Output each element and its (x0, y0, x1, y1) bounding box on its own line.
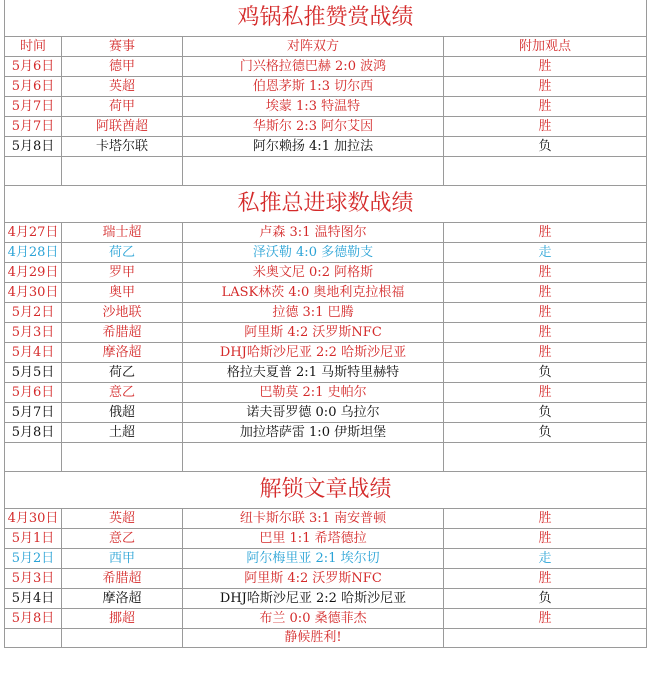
results-sheet (4, 0, 646, 674)
blank-row-0 (5, 157, 647, 186)
row-league: 意乙 (62, 529, 183, 549)
row-match: 阿尔赖扬 4:1 加拉法 (183, 137, 444, 157)
row-league: 土超 (62, 423, 183, 443)
row-result: 胜 (444, 283, 647, 303)
footer-blank-1 (5, 629, 62, 648)
row-date: 5月4日 (5, 343, 62, 363)
blank-cell (183, 157, 444, 186)
row-match: 拉德 3:1 巴腾 (183, 303, 444, 323)
row-result: 胜 (444, 303, 647, 323)
row-league: 希腊超 (62, 569, 183, 589)
table-row (5, 549, 647, 569)
table-row (5, 283, 647, 303)
row-league: 奥甲 (62, 283, 183, 303)
footer-text: 静候胜利! (183, 629, 444, 648)
row-match: 加拉塔萨雷 1:0 伊斯坦堡 (183, 423, 444, 443)
row-result: 胜 (444, 223, 647, 243)
row-result: 胜 (444, 117, 647, 137)
row-match: 泽沃勒 4:0 多德勒支 (183, 243, 444, 263)
row-result: 胜 (444, 97, 647, 117)
section-title: 解锁文章战绩 (5, 472, 647, 509)
blank-cell (183, 443, 444, 472)
row-league: 瑞士超 (62, 223, 183, 243)
blank-cell (62, 157, 183, 186)
row-date: 5月6日 (5, 383, 62, 403)
row-date: 5月6日 (5, 57, 62, 77)
row-league: 意乙 (62, 383, 183, 403)
table-row (5, 509, 647, 529)
row-date: 5月5日 (5, 363, 62, 383)
table-row (5, 97, 647, 117)
row-date: 5月2日 (5, 549, 62, 569)
row-match: LASK林茨 4:0 奥地利克拉根福 (183, 283, 444, 303)
row-league: 摩洛超 (62, 589, 183, 609)
row-league: 荷乙 (62, 363, 183, 383)
row-date: 4月30日 (5, 509, 62, 529)
table-row (5, 383, 647, 403)
row-date: 5月2日 (5, 303, 62, 323)
row-result: 胜 (444, 343, 647, 363)
row-league: 荷乙 (62, 243, 183, 263)
row-result: 负 (444, 423, 647, 443)
row-league: 德甲 (62, 57, 183, 77)
row-date: 5月8日 (5, 609, 62, 629)
row-league: 阿联酋超 (62, 117, 183, 137)
table-row (5, 243, 647, 263)
row-date: 5月8日 (5, 423, 62, 443)
row-date: 5月4日 (5, 589, 62, 609)
section-title: 鸡锅私推赞赏战绩 (5, 0, 647, 37)
row-league: 俄超 (62, 403, 183, 423)
table-row (5, 343, 647, 363)
footer-blank-3 (444, 629, 647, 648)
row-date: 5月3日 (5, 569, 62, 589)
table-row (5, 223, 647, 243)
row-date: 5月8日 (5, 137, 62, 157)
row-result: 胜 (444, 383, 647, 403)
footer-row (5, 629, 647, 648)
table-row (5, 57, 647, 77)
section-title: 私推总进球数战绩 (5, 186, 647, 223)
table-row (5, 569, 647, 589)
table-row (5, 363, 647, 383)
row-result: 负 (444, 403, 647, 423)
row-match: 门兴格拉德巴赫 2:0 波鸿 (183, 57, 444, 77)
row-match: 埃蒙 1:3 特温特 (183, 97, 444, 117)
row-match: 阿里斯 4:2 沃罗斯NFC (183, 323, 444, 343)
row-result: 胜 (444, 529, 647, 549)
row-league: 希腊超 (62, 323, 183, 343)
blank-cell (444, 443, 647, 472)
table-row (5, 423, 647, 443)
results-table (4, 0, 647, 648)
table-row (5, 303, 647, 323)
row-result: 胜 (444, 323, 647, 343)
header-row (5, 37, 647, 57)
row-date: 4月29日 (5, 263, 62, 283)
row-match: 米奥文尼 0:2 阿格斯 (183, 263, 444, 283)
row-league: 罗甲 (62, 263, 183, 283)
row-match: 巴勒莫 2:1 史帕尔 (183, 383, 444, 403)
row-league: 卡塔尔联 (62, 137, 183, 157)
header-result: 附加观点 (444, 37, 647, 57)
table-row (5, 263, 647, 283)
row-result: 胜 (444, 609, 647, 629)
header-date: 时间 (5, 37, 62, 57)
section-title-row-1 (5, 186, 647, 223)
blank-cell (5, 443, 62, 472)
row-league: 西甲 (62, 549, 183, 569)
row-date: 5月7日 (5, 117, 62, 137)
header-match: 对阵双方 (183, 37, 444, 57)
row-result: 胜 (444, 57, 647, 77)
row-match: 诺夫哥罗德 0:0 乌拉尔 (183, 403, 444, 423)
blank-cell (444, 157, 647, 186)
row-match: DHJ哈斯沙尼亚 2:2 哈斯沙尼亚 (183, 589, 444, 609)
table-row (5, 323, 647, 343)
table-row (5, 117, 647, 137)
row-league: 摩洛超 (62, 343, 183, 363)
row-match: DHJ哈斯沙尼亚 2:2 哈斯沙尼亚 (183, 343, 444, 363)
row-match: 纽卡斯尔联 3:1 南安普顿 (183, 509, 444, 529)
row-date: 5月7日 (5, 403, 62, 423)
blank-cell (5, 157, 62, 186)
row-date: 4月28日 (5, 243, 62, 263)
row-match: 格拉夫夏普 2:1 马斯特里赫特 (183, 363, 444, 383)
row-match: 阿尔梅里亚 2:1 埃尔切 (183, 549, 444, 569)
table-row (5, 589, 647, 609)
table-row (5, 529, 647, 549)
row-match: 卢森 3:1 温特图尔 (183, 223, 444, 243)
row-league: 荷甲 (62, 97, 183, 117)
row-date: 5月7日 (5, 97, 62, 117)
row-result: 负 (444, 589, 647, 609)
row-result: 负 (444, 137, 647, 157)
row-league: 沙地联 (62, 303, 183, 323)
table-row (5, 77, 647, 97)
row-result: 走 (444, 549, 647, 569)
section-title-row-2 (5, 472, 647, 509)
row-date: 4月27日 (5, 223, 62, 243)
row-date: 5月1日 (5, 529, 62, 549)
table-row (5, 403, 647, 423)
row-match: 阿里斯 4:2 沃罗斯NFC (183, 569, 444, 589)
footer-blank-2 (62, 629, 183, 648)
row-result: 胜 (444, 509, 647, 529)
table-row (5, 609, 647, 629)
row-result: 走 (444, 243, 647, 263)
row-result: 胜 (444, 569, 647, 589)
row-match: 巴里 1:1 希塔德拉 (183, 529, 444, 549)
row-league: 英超 (62, 77, 183, 97)
row-result: 胜 (444, 77, 647, 97)
section-title-row-0 (5, 0, 647, 37)
row-date: 4月30日 (5, 283, 62, 303)
row-league: 挪超 (62, 609, 183, 629)
blank-row-1 (5, 443, 647, 472)
row-result: 负 (444, 363, 647, 383)
row-match: 布兰 0:0 桑德菲杰 (183, 609, 444, 629)
table-row (5, 137, 647, 157)
row-date: 5月6日 (5, 77, 62, 97)
header-league: 赛事 (62, 37, 183, 57)
row-league: 英超 (62, 509, 183, 529)
row-date: 5月3日 (5, 323, 62, 343)
blank-cell (62, 443, 183, 472)
row-match: 华斯尔 2:3 阿尔艾因 (183, 117, 444, 137)
row-match: 伯恩茅斯 1:3 切尔西 (183, 77, 444, 97)
row-result: 胜 (444, 263, 647, 283)
